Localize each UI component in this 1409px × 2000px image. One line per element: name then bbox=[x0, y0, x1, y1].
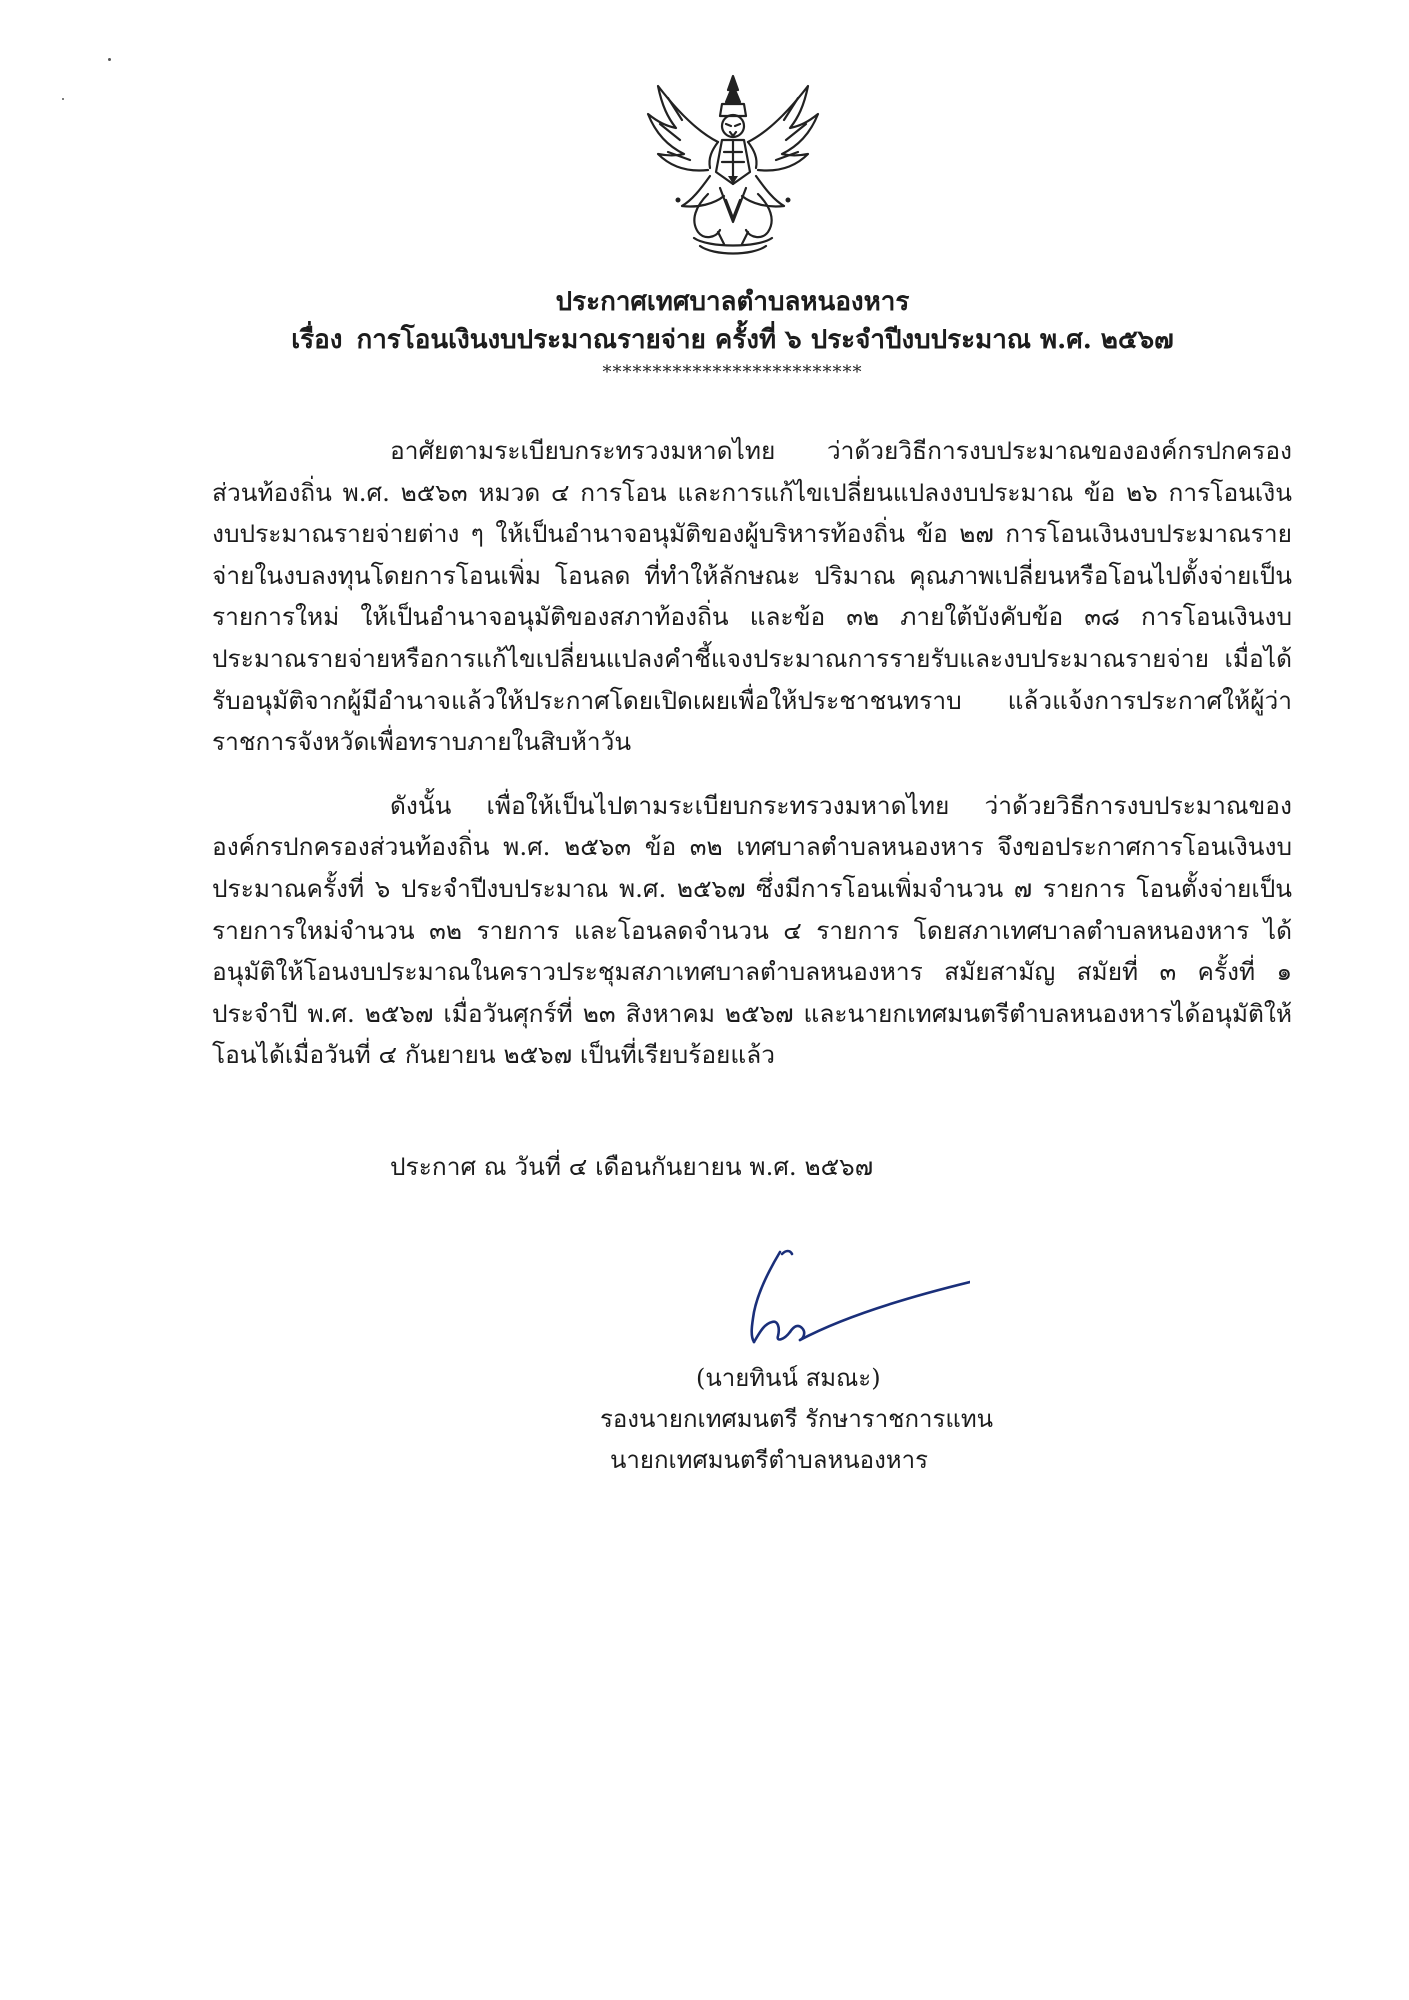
announcement-subject bbox=[56, 321, 1409, 359]
header bbox=[0, 283, 1409, 385]
issued-date: ประกาศ ณ วันที่ ๔ เดือนกันยายน พ.ศ. ๒๕๖๗ bbox=[390, 1152, 874, 1181]
garuda-emblem bbox=[638, 72, 828, 262]
signer-position: รองนายกเทศมนตรี รักษาราชการแทน bbox=[600, 1405, 994, 1433]
announcement-body bbox=[212, 430, 1292, 1098]
signer-name: (นายทินน์ สมณะ) bbox=[696, 1364, 881, 1392]
body-paragraph-2: ดังนั้น เพื่อให้เป็นไปตามระเบียบกระทรวงมหาดไทย ว่าด้วยวิธีการงบประมาณขององค์กรปกครองส่วนท้องถิ่น พ.ศ. ๒๕๖๓ ข้อ ๓๒ เทศบาลตำบลหนองหาร จึงขอประกาศการโอนเงินงบประมาณครั้งที่ ๖ ประจำปีงบประมาณ พ.ศ. ๒๕๖๗ ซึ่งมีการโอนเพิ่มจำนวน ๗ รายการ โอนตั้งจ่ายเป็นรายการใหม่จำนวน ๓๒ รายการ และโอนลดจำนวน ๔ รายการ โดยสภาเทศบาลตำบลหนองหาร ได้อนุมัติให้โอนงบประมาณในคราวประชุมสภาเทศบาลตำบลหนองหาร สมัยสามัญ สมัยที่ ๓ ครั้งที่ ๑ ประจำปี พ.ศ. ๒๕๖๗ เมื่อวันศุกร์ที่ ๒๓ สิงหาคม ๒๕๖๗ และนายกเทศมนตรีตำบลหนองหารได้อนุมัติให้โอนได้เมื่อวันที่ ๔ กันยายน ๒๕๖๗ เป็นที่เรียบร้อยแล้ว bbox=[212, 790, 1292, 1070]
subject-text: การโอนเงินงบประมาณรายจ่าย ครั้งที่ ๖ ประจำปีงบประมาณ พ.ศ. ๒๕๖๗ bbox=[356, 325, 1174, 355]
announcement-title: ประกาศเทศบาลตำบลหนองหาร bbox=[555, 287, 910, 317]
signer-position-acting-for: นายกเทศมนตรีตำบลหนองหาร bbox=[610, 1446, 928, 1474]
signer-block bbox=[600, 1358, 1020, 1481]
subject-label: เรื่อง bbox=[291, 325, 343, 355]
handwritten-signature bbox=[720, 1232, 970, 1362]
separator-stars: ************************** bbox=[602, 362, 863, 383]
scan-speck bbox=[62, 98, 64, 100]
body-paragraph-1: อาศัยตามระเบียบกระทรวงมหาดไทย ว่าด้วยวิธีการงบประมาณขององค์กรปกครองส่วนท้องถิ่น พ.ศ. ๒๕๖๓ หมวด ๔ การโอน และการแก้ไขเปลี่ยนแปลงงบประมาณ ข้อ ๒๖ การโอนเงินงบประมาณรายจ่ายต่าง ๆ ให้เป็นอำนาจอนุมัติของผู้บริหารท้องถิ่น ข้อ ๒๗ การโอนเงินงบประมาณรายจ่ายในงบลงทุนโดยการโอนเพิ่ม โอนลด ที่ทำให้ลักษณะ ปริมาณ คุณภาพเปลี่ยนหรือโอนไปตั้งจ่ายเป็นรายการใหม่ ให้เป็นอำนาจอนุมัติของสภาท้องถิ่น และข้อ ๓๒ ภายใต้บังคับข้อ ๓๘ การโอนเงินงบประมาณรายจ่ายหรือการแก้ไขเปลี่ยนแปลงคำชี้แจงประมาณการรายรับและงบประมาณรายจ่าย เมื่อได้รับอนุมัติจากผู้มีอำนาจแล้วให้ประกาศโดยเปิดเผยเพื่อให้ประชาชนทราบ แล้วแจ้งการประกาศให้ผู้ว่าราชการจังหวัดเพื่อทราบภายในสิบห้าวัน bbox=[212, 436, 1292, 757]
scan-speck bbox=[108, 58, 111, 61]
